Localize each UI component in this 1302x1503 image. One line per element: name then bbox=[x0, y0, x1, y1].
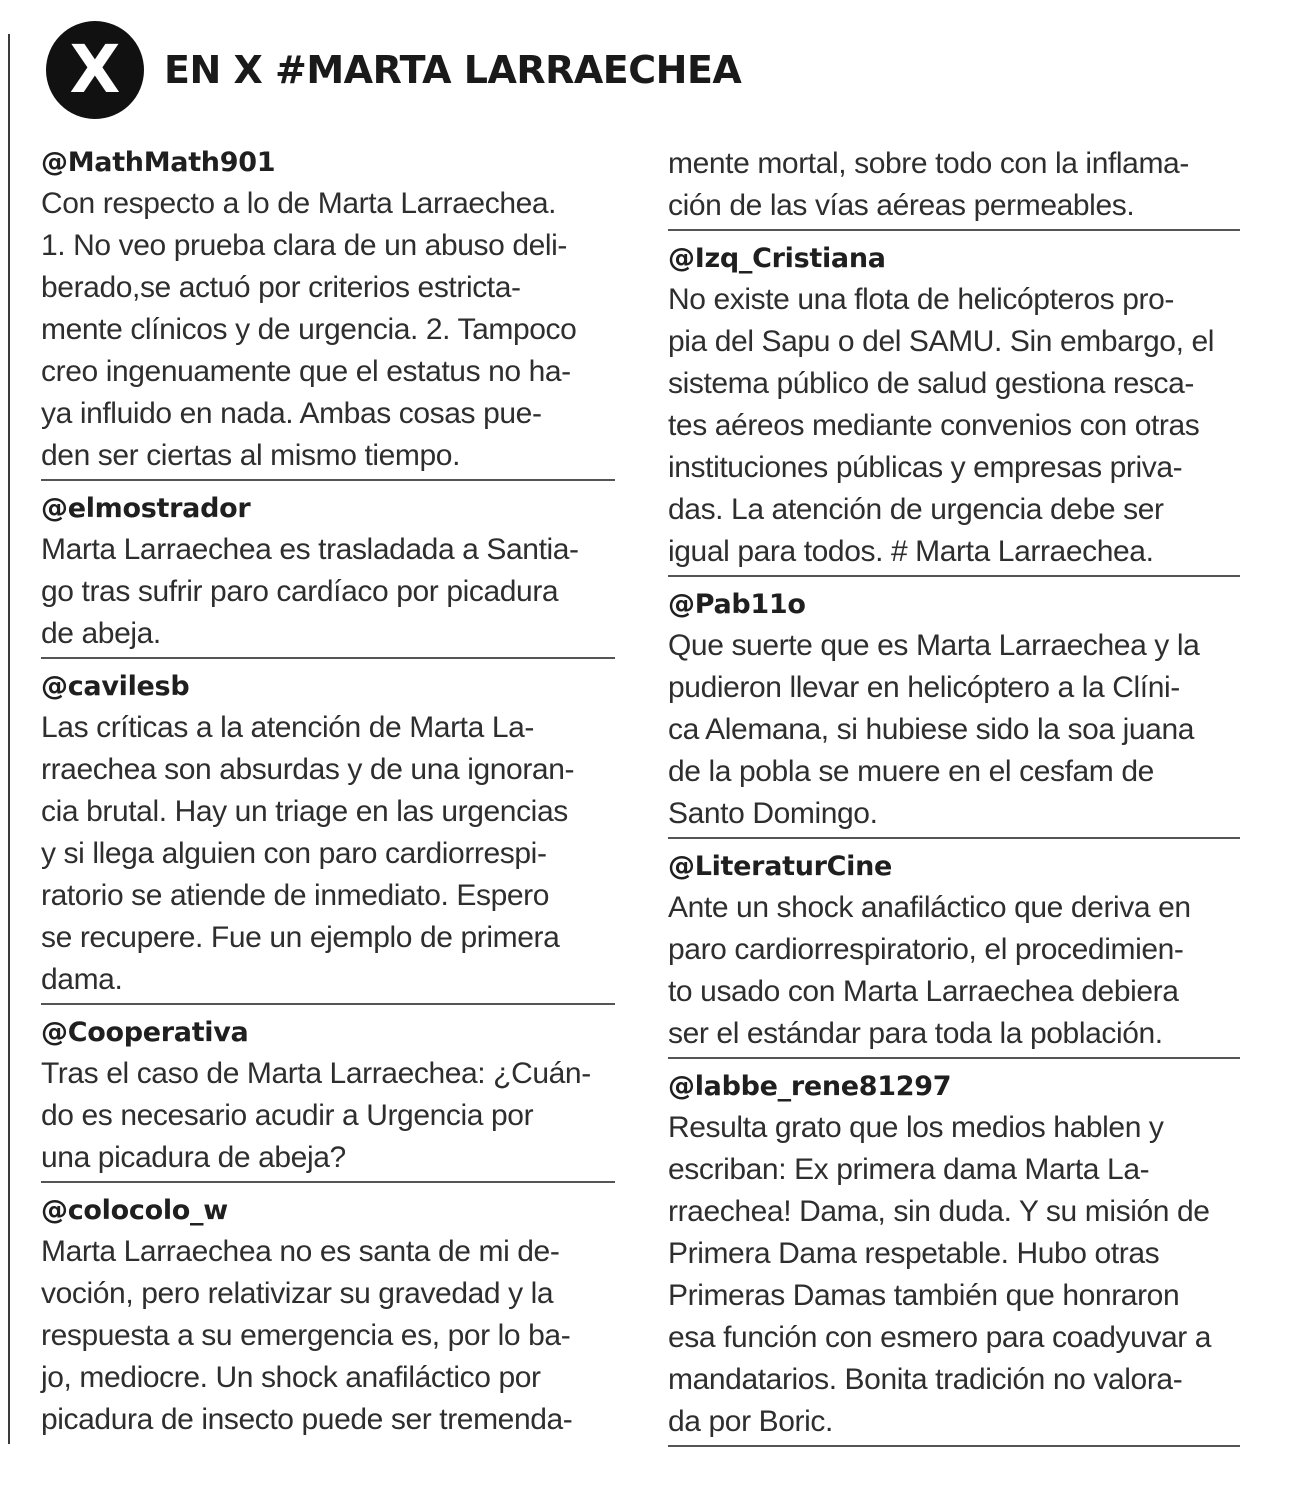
post-handle[interactable]: @cavilesb bbox=[41, 671, 190, 702]
post-text-line: respuesta a su emergencia es, por lo ba- bbox=[41, 1319, 571, 1352]
post-handle[interactable]: @MathMath901 bbox=[41, 147, 276, 178]
post-text-line: Resulta grato que los medios hablen y bbox=[668, 1111, 1164, 1144]
post-text-line: paro cardiorrespiratorio, el procedimien- bbox=[668, 933, 1184, 966]
post-text-line: jo, mediocre. Un shock anafiláctico por bbox=[41, 1361, 541, 1394]
post-pab11o bbox=[668, 585, 1240, 839]
post-text-line: Las críticas a la atención de Marta La- bbox=[41, 711, 534, 744]
post-text-line: tes aéreos mediante convenios con otras bbox=[668, 409, 1200, 442]
post-text-line: Que suerte que es Marta Larraechea y la bbox=[668, 629, 1200, 662]
post-text-line: berado,se actuó por criterios estricta- bbox=[41, 271, 521, 304]
post-text-line: Con respecto a lo de Marta Larraechea. bbox=[41, 187, 557, 220]
post-text-line: ser el estándar para toda la población. bbox=[668, 1017, 1163, 1050]
left-column bbox=[41, 143, 615, 1443]
post-text-line: dama. bbox=[41, 963, 123, 996]
post-text-line: No existe una flota de helicópteros pro- bbox=[668, 283, 1174, 316]
post-text-line: se recupere. Fue un ejemplo de primera bbox=[41, 921, 560, 954]
post-text-line: picadura de insecto puede ser tremenda- bbox=[41, 1403, 573, 1436]
post-text-line: sistema público de salud gestiona resca- bbox=[668, 367, 1194, 400]
logo-letter: X bbox=[69, 31, 121, 108]
post-colocolo-w-continuation bbox=[668, 143, 1240, 231]
post-cavilesb bbox=[41, 667, 615, 1005]
post-text-line: Primera Dama respetable. Hubo otras bbox=[668, 1237, 1160, 1270]
post-text-line: Santo Domingo. bbox=[668, 797, 878, 830]
post-text-line: y si llega alguien con paro cardiorrespi- bbox=[41, 837, 547, 870]
post-text-line: to usado con Marta Larraechea debiera bbox=[668, 975, 1179, 1008]
post-colocolo-w bbox=[41, 1191, 615, 1443]
post-text-line: ca Alemana, si hubiese sido la soa juana bbox=[668, 713, 1195, 746]
post-text-line: mente clínicos y de urgencia. 2. Tampoco bbox=[41, 313, 577, 346]
post-text-line: Marta Larraechea es trasladada a Santia- bbox=[41, 533, 579, 566]
post-text-line: una picadura de abeja? bbox=[41, 1141, 346, 1174]
post-text-line: Primeras Damas también que honraron bbox=[668, 1279, 1180, 1312]
post-text-line: mente mortal, sobre todo con la inflama- bbox=[668, 147, 1189, 180]
post-handle[interactable]: @Izq_Cristiana bbox=[668, 243, 886, 274]
post-text-line: creo ingenuamente que el estatus no ha- bbox=[41, 355, 571, 388]
post-text-line: voción, pero relativizar su gravedad y la bbox=[41, 1277, 554, 1310]
post-text-line: go tras sufrir paro cardíaco por picadura bbox=[41, 575, 559, 608]
post-labbe-rene81297 bbox=[668, 1067, 1240, 1447]
post-text-line: Ante un shock anafiláctico que deriva en bbox=[668, 891, 1191, 924]
post-text-line: rraechea son absurdas y de una ignoran- bbox=[41, 753, 575, 786]
post-text-line: pia del Sapu o del SAMU. Sin embargo, el bbox=[668, 325, 1214, 358]
post-handle[interactable]: @labbe_rene81297 bbox=[668, 1071, 952, 1102]
x-logo-icon bbox=[46, 21, 144, 119]
post-handle[interactable]: @colocolo_w bbox=[41, 1195, 228, 1226]
post-text-line: das. La atención de urgencia debe ser bbox=[668, 493, 1164, 526]
page-title: EN X #MARTA LARRAECHEA bbox=[164, 48, 742, 92]
post-text-line: pudieron llevar en helicóptero a la Clíni- bbox=[668, 671, 1180, 704]
post-text-line: esa función con esmero para coadyuvar a bbox=[668, 1321, 1212, 1354]
post-mathmath901 bbox=[41, 143, 615, 481]
post-text-line: ya influido en nada. Ambas cosas pue- bbox=[41, 397, 542, 430]
page-header bbox=[46, 20, 741, 120]
post-elmostrador bbox=[41, 489, 615, 659]
post-text-line: mandatarios. Bonita tradición no valora- bbox=[668, 1363, 1183, 1396]
left-column-rule bbox=[8, 34, 10, 1444]
post-text-line: de abeja. bbox=[41, 617, 161, 650]
post-handle[interactable]: @Cooperativa bbox=[41, 1017, 249, 1048]
post-text-line: igual para todos. # Marta Larraechea. bbox=[668, 535, 1154, 568]
post-text-line: ratorio se atiende de inmediato. Espero bbox=[41, 879, 550, 912]
post-handle[interactable]: @LiteraturCine bbox=[668, 851, 893, 882]
post-text-line: ción de las vías aéreas permeables. bbox=[668, 189, 1135, 222]
post-text-line: 1. No veo prueba clara de un abuso deli- bbox=[41, 229, 568, 262]
post-text-line: den ser ciertas al mismo tiempo. bbox=[41, 439, 461, 472]
post-text-line: da por Boric. bbox=[668, 1405, 833, 1438]
post-text-line: Marta Larraechea no es santa de mi de- bbox=[41, 1235, 560, 1268]
post-text-line: cia brutal. Hay un triage en las urgencias bbox=[41, 795, 568, 828]
right-column bbox=[668, 143, 1240, 1455]
post-text-line: rraechea! Dama, sin duda. Y su misión de bbox=[668, 1195, 1210, 1228]
post-handle[interactable]: @Pab11o bbox=[668, 589, 806, 620]
post-text-line: do es necesario acudir a Urgencia por bbox=[41, 1099, 534, 1132]
post-literaturcine bbox=[668, 847, 1240, 1059]
post-handle[interactable]: @elmostrador bbox=[41, 493, 251, 524]
post-text-line: instituciones públicas y empresas priva- bbox=[668, 451, 1183, 484]
post-cooperativa bbox=[41, 1013, 615, 1183]
post-text-line: Tras el caso de Marta Larraechea: ¿Cuán- bbox=[41, 1057, 591, 1090]
post-izq-cristiana bbox=[668, 239, 1240, 577]
post-text-line: escriban: Ex primera dama Marta La- bbox=[668, 1153, 1150, 1186]
post-text-line: de la pobla se muere en el cesfam de bbox=[668, 755, 1154, 788]
